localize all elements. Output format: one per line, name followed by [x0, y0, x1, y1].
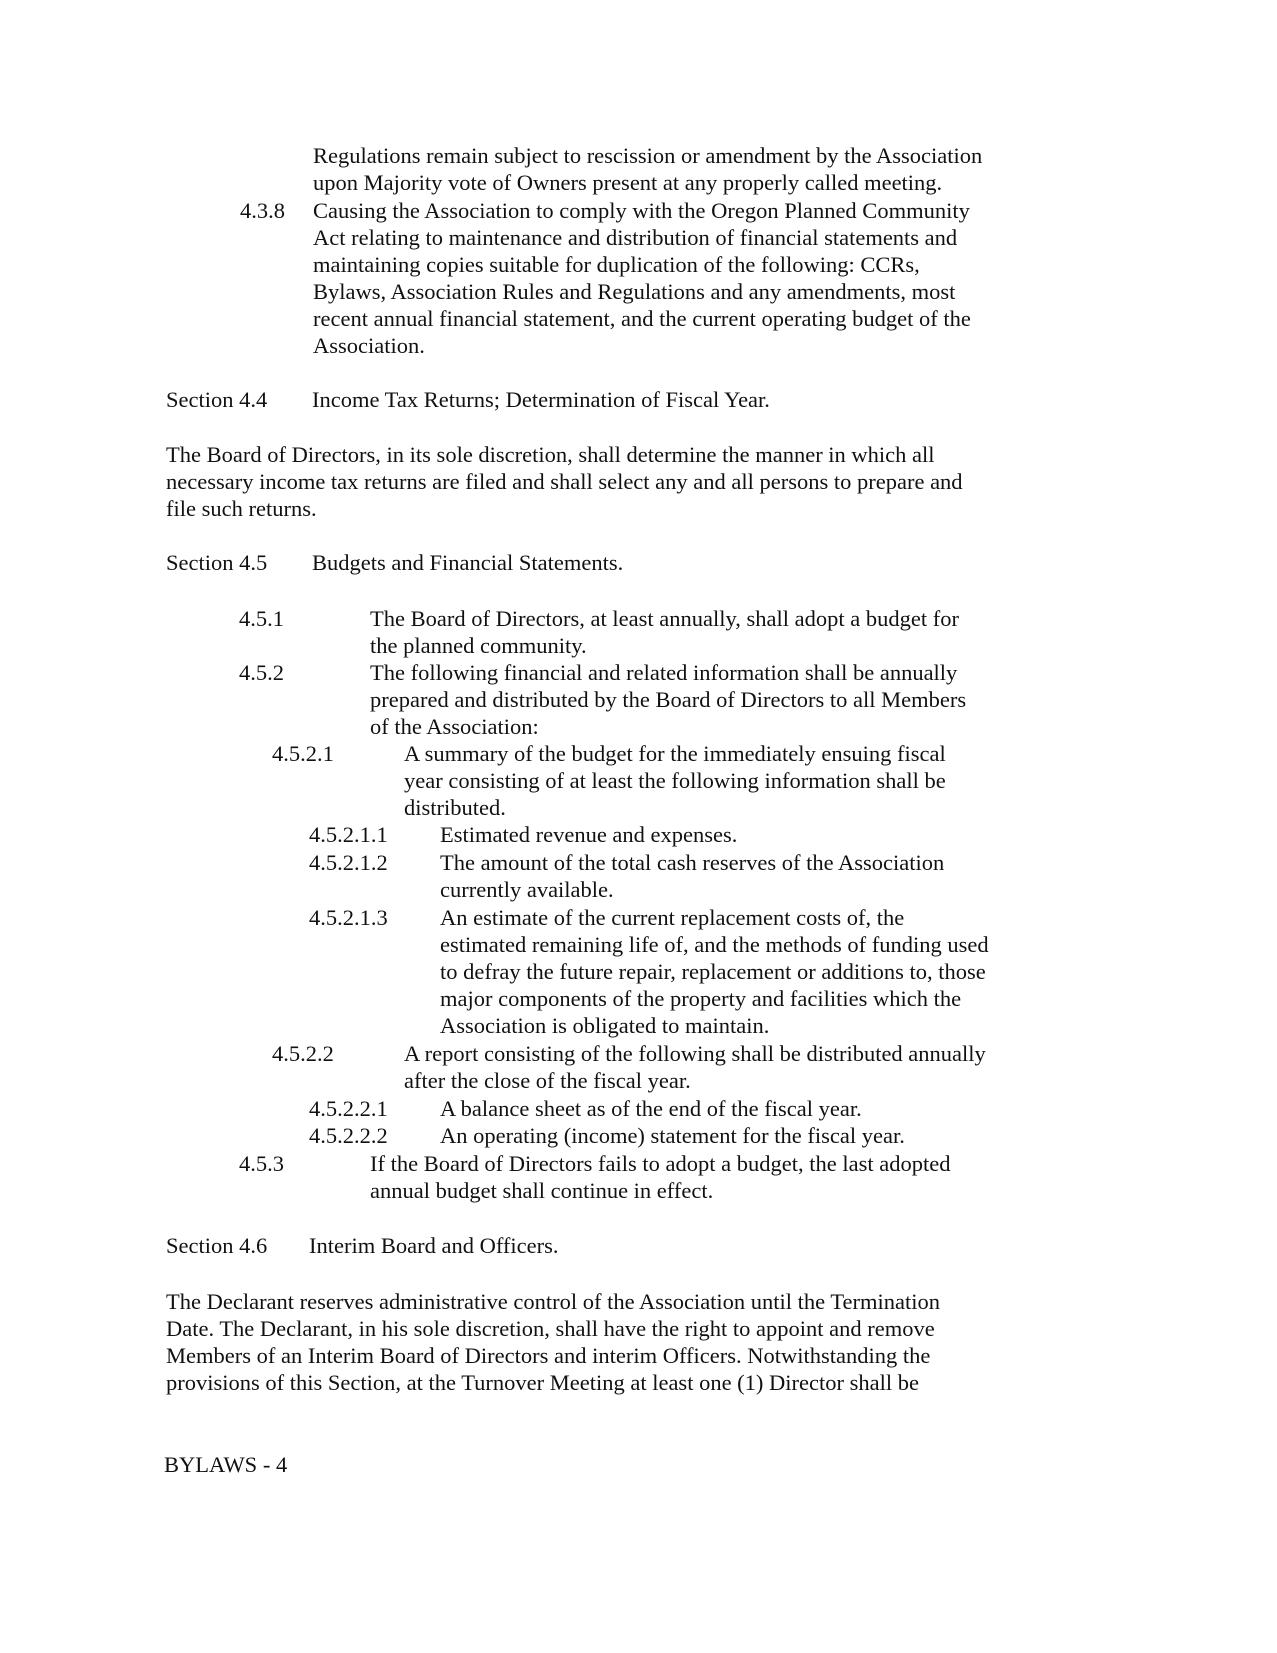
- section-4-6-paragraph-line: Members of an Interim Board of Directors and interim Officers. Notwithstanding the: [166, 1343, 931, 1368]
- item-number-4-5-2-1-2: 4.5.2.1.2: [309, 850, 388, 875]
- item-4-5-2-2-2-line: An operating (income) statement for the fiscal year.: [440, 1123, 905, 1148]
- item-4-5-2-line: prepared and distributed by the Board of Directors to all Members: [370, 687, 967, 712]
- item-number-4-3-8: 4.3.8: [240, 198, 285, 223]
- item-4-5-2-1-line: year consisting of at least the following information shall be: [404, 768, 946, 793]
- item-4-3-8-line: recent annual financial statement, and the current operating budget of the: [313, 306, 971, 331]
- item-4-5-2-1-2-line: currently available.: [440, 877, 614, 902]
- item-4-5-2-1-line: A summary of the budget for the immediately ensuing fiscal: [404, 741, 946, 766]
- item-4-5-2-2-line: A report consisting of the following shall be distributed annually: [404, 1041, 986, 1066]
- item-number-4-5-2-1: 4.5.2.1: [272, 741, 334, 766]
- item-number-4-5-2-2-2: 4.5.2.2.2: [309, 1123, 388, 1148]
- item-number-4-5-1: 4.5.1: [239, 606, 284, 631]
- item-4-3-8-line: Bylaws, Association Rules and Regulations and any amendments, most: [313, 279, 956, 304]
- item-4-5-2-1-3-line: estimated remaining life of, and the methods of funding used: [440, 932, 989, 957]
- item-4-5-2-1-3-line: An estimate of the current replacement costs of, the: [440, 905, 905, 930]
- item-4-5-2-line: of the Association:: [370, 714, 539, 739]
- item-4-5-3-line: annual budget shall continue in effect.: [370, 1178, 714, 1203]
- item-4-5-2-2-line: after the close of the fiscal year.: [404, 1068, 691, 1093]
- section-4-6-paragraph-line: provisions of this Section, at the Turnover Meeting at least one (1) Director shall be: [166, 1370, 919, 1395]
- item-number-4-5-2-2-1: 4.5.2.2.1: [309, 1096, 388, 1121]
- item-4-5-2-1-2-line: The amount of the total cash reserves of the Association: [440, 850, 945, 875]
- section-title-4-5: Budgets and Financial Statements.: [312, 550, 624, 575]
- item-number-4-5-2-1-1: 4.5.2.1.1: [309, 822, 388, 847]
- section-number-4-4: Section 4.4: [166, 387, 268, 412]
- section-4-6-paragraph-line: The Declarant reserves administrative control of the Association until the Termination: [166, 1289, 941, 1314]
- item-number-4-5-2-1-3: 4.5.2.1.3: [309, 905, 388, 930]
- section-4-4-paragraph-line: file such returns.: [166, 496, 317, 521]
- section-number-4-5: Section 4.5: [166, 550, 268, 575]
- item-4-3-8-line: Association.: [313, 333, 425, 358]
- item-4-3-8-line: maintaining copies suitable for duplication of the following: CCRs,: [313, 252, 920, 277]
- continuation-line: Regulations remain subject to rescission or amendment by the Association: [313, 143, 983, 168]
- item-4-5-2-1-3-line: Association is obligated to maintain.: [440, 1013, 770, 1038]
- item-4-3-8-line: Act relating to maintenance and distribution of financial statements and: [313, 225, 958, 250]
- page-footer: BYLAWS - 4: [164, 1452, 288, 1477]
- continuation-line: upon Majority vote of Owners present at any properly called meeting.: [313, 170, 943, 195]
- item-number-4-5-2: 4.5.2: [239, 660, 284, 685]
- item-4-5-2-1-1-line: Estimated revenue and expenses.: [440, 822, 738, 847]
- item-4-5-2-2-1-line: A balance sheet as of the end of the fiscal year.: [440, 1096, 862, 1121]
- item-4-5-2-1-3-line: major components of the property and facilities which the: [440, 986, 962, 1011]
- item-number-4-5-2-2: 4.5.2.2: [272, 1041, 334, 1066]
- section-4-4-paragraph-line: necessary income tax returns are filed and shall select any and all persons to prepare and: [166, 469, 963, 494]
- section-number-4-6: Section 4.6: [166, 1233, 268, 1258]
- section-4-4-paragraph-line: The Board of Directors, in its sole discretion, shall determine the manner in which all: [166, 442, 935, 467]
- item-4-5-1-line: The Board of Directors, at least annually, shall adopt a budget for: [370, 606, 959, 631]
- item-4-5-3-line: If the Board of Directors fails to adopt a budget, the last adopted: [370, 1151, 951, 1176]
- item-4-3-8-line: Causing the Association to comply with the Oregon Planned Community: [313, 198, 970, 223]
- item-number-4-5-3: 4.5.3: [239, 1151, 284, 1176]
- item-4-5-2-1-3-line: to defray the future repair, replacement or additions to, those: [440, 959, 986, 984]
- section-title-4-6: Interim Board and Officers.: [309, 1233, 559, 1258]
- item-4-5-2-1-line: distributed.: [404, 795, 506, 820]
- section-title-4-4: Income Tax Returns; Determination of Fiscal Year.: [312, 387, 770, 412]
- section-4-6-paragraph-line: Date. The Declarant, in his sole discretion, shall have the right to appoint and remove: [166, 1316, 935, 1341]
- item-4-5-1-line: the planned community.: [370, 633, 587, 658]
- item-4-5-2-line: The following financial and related information shall be annually: [370, 660, 958, 685]
